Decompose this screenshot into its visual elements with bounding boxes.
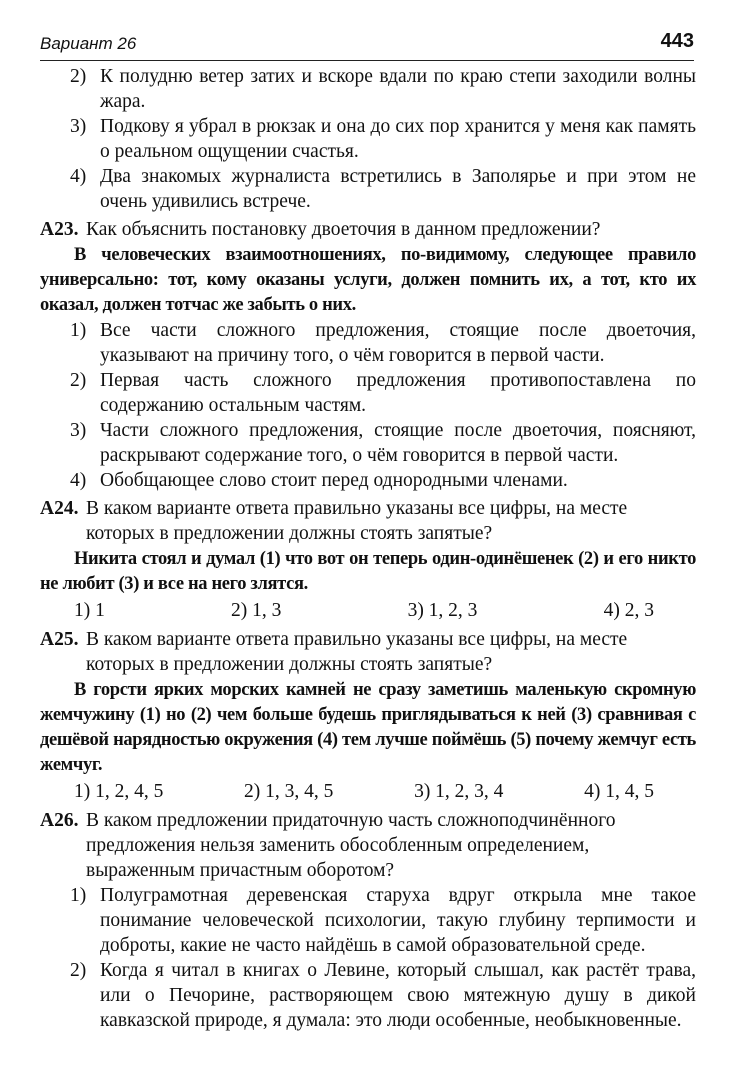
- a26-option-1: 1) Полуграмотная деревенская старуха вдруг открыла мне такое понимание человеческой психологии, такую глубину терпимости и доброты, какие не часто найдёшь в самой образовательной среде.: [70, 885, 696, 956]
- a23-statement: В человеческих взаимоотношениях, по-видимому, следующее правило универсально: тот, кому оказаны услуги, должен помнить их, а тот, кто их оказал, должен тотчас же забыть о них.: [40, 245, 696, 315]
- a26-question: [40, 808, 696, 883]
- a25-answers: [40, 778, 696, 805]
- page-number: 443: [660, 30, 694, 52]
- a24-answer-1: 1) 1: [74, 600, 105, 621]
- a25-question: [40, 627, 696, 677]
- a26-option-2: 2) Когда я читал в книгах о Левине, который слышал, как растёт трава, или о Печорине, растворяющем свою мятежную душу в дикой кавказской природе, я думала: это люди особенные, необыкновенные.: [70, 960, 696, 1031]
- a23-question-text: Как объяснить постановку двоеточия в данном предложении?: [86, 219, 601, 240]
- a23-question: [40, 217, 696, 242]
- a22-option-3: 3) Подкову я убрал в рюкзак и она до сих пор хранится у меня как память о реальном ощущении счастья.: [70, 116, 696, 162]
- a23-option-4: 4) Обобщающее слово стоит перед однородными членами.: [70, 470, 568, 491]
- a25-answer-1: 1) 1, 2, 4, 5: [74, 781, 164, 802]
- a24-answer-3: 3) 1, 2, 3: [407, 600, 478, 621]
- a26-number: А26.: [40, 810, 79, 831]
- a24-answers: [40, 597, 696, 624]
- a25-answer-3: 3) 1, 2, 3, 4: [414, 781, 504, 802]
- a25-answer-2: 2) 1, 3, 4, 5: [244, 781, 334, 802]
- a26-question-text: В каком предложении придаточную часть сложноподчинённого предложения нельзя заменить обособленным определением, выраженным причастным оборотом?: [86, 810, 616, 881]
- a25-question-text: В каком варианте ответа правильно указаны все цифры, на месте которых в предложении должны стоять запятые?: [86, 629, 628, 675]
- a22-option-2: 2) К полудню ветер затих и вскоре вдали по краю степи заходили волны жара.: [70, 66, 696, 112]
- a25-answer-4: 4) 1, 4, 5: [584, 781, 654, 802]
- a25-number: А25.: [40, 629, 79, 650]
- a23-option-3: 3) Части сложного предложения, стоящие после двоеточия, поясняют, раскрывают содержание того, о чём говорится в первой части.: [70, 420, 696, 466]
- a25-statement: В горсти ярких морских камней не сразу заметишь маленькую скромную жемчужину (1) но (2) чем больше будешь приглядываться к ней (3) сравнивая с дешёвой нарядностью окружения (4) тем лучше поймёшь (5) почему жемчуг есть жемчуг.: [40, 680, 696, 775]
- a24-question-text: В каком варианте ответа правильно указаны все цифры, на месте которых в предложении должны стоять запятые?: [86, 498, 628, 544]
- a24-number: А24.: [40, 498, 79, 519]
- a24-answer-2: 2) 1, 3: [231, 600, 282, 621]
- a23-option-1: 1) Все части сложного предложения, стоящие после двоеточия, указывают на причину того, о чём говорится в первой части.: [70, 320, 696, 366]
- a23-option-2: 2) Первая часть сложного предложения противопоставлена по содержанию остальным частям.: [70, 370, 696, 416]
- a24-question: [40, 496, 696, 546]
- variant-title: Вариант 26: [40, 34, 137, 53]
- a24-answer-4: 4) 2, 3: [603, 600, 654, 621]
- a24-statement: Никита стоял и думал (1) что вот он теперь один-одинёшенек (2) и его никто не любит (3) и все на него злятся.: [40, 549, 696, 594]
- running-head: [40, 30, 694, 61]
- a23-number: А23.: [40, 219, 79, 240]
- a22-option-4: 4) Два знакомых журналиста встретились в Заполярье и при этом не очень удивились встрече.: [70, 166, 696, 212]
- content: [40, 64, 696, 1033]
